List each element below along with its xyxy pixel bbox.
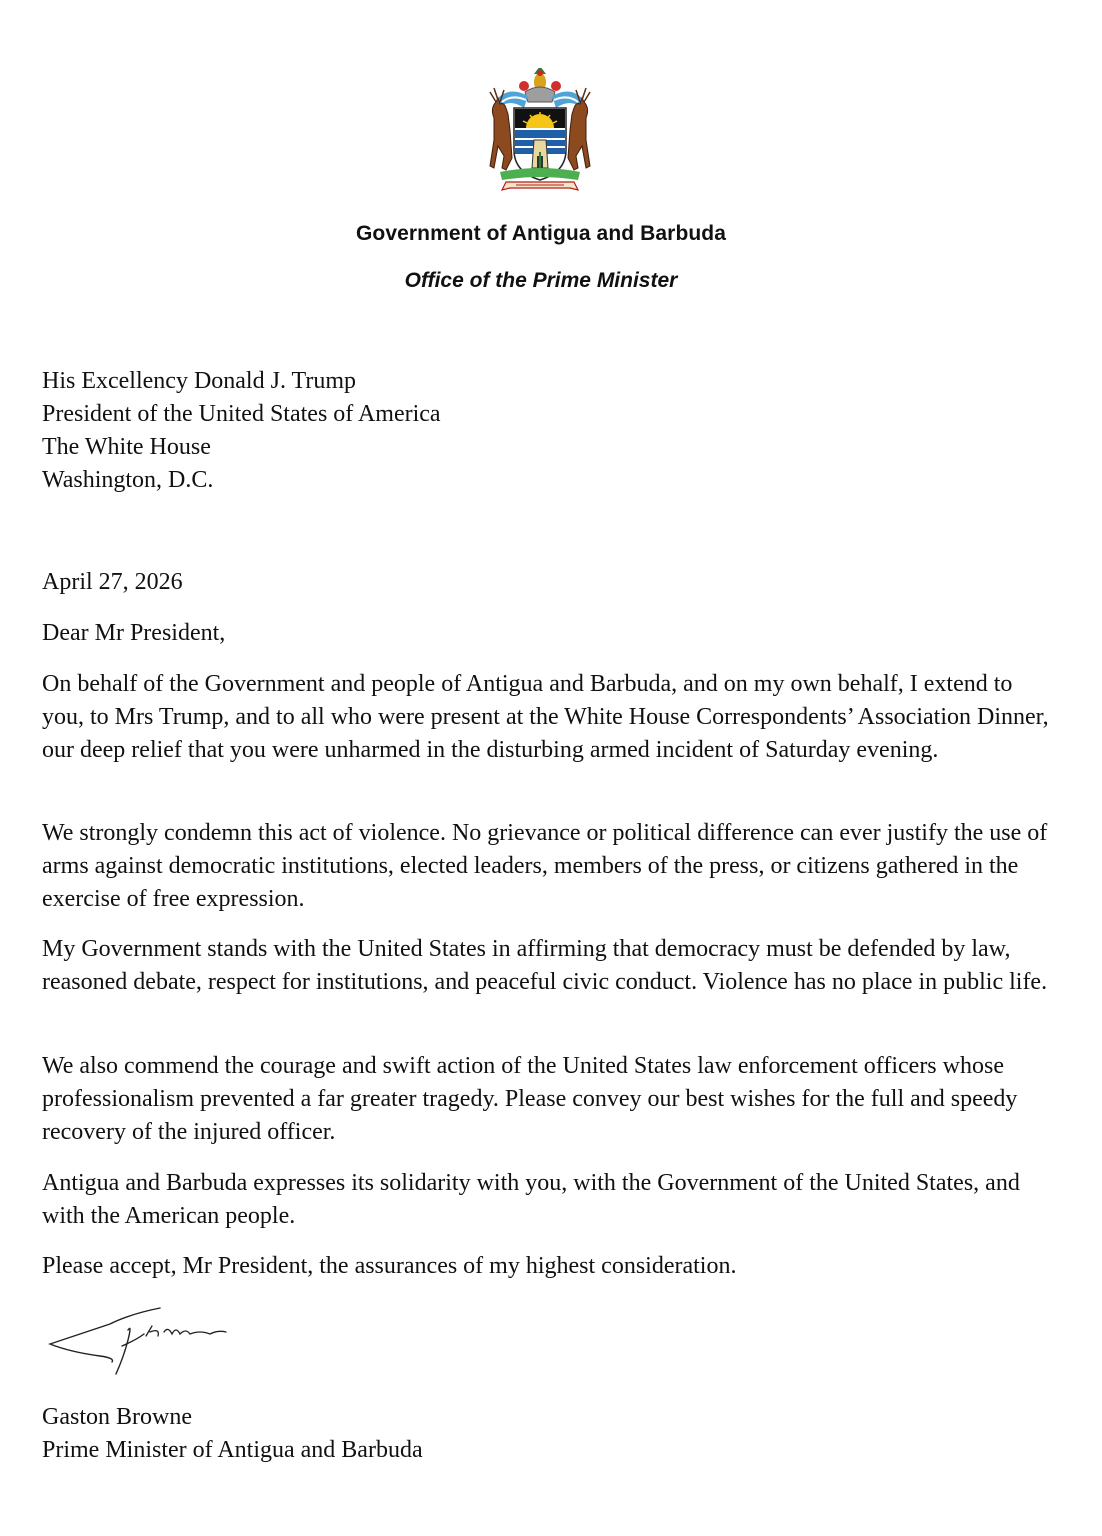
- recipient-city: Washington, D.C.: [42, 467, 214, 493]
- paragraph-4: We also commend the courage and swift action of the United States law enforcement officers whose professionalism prevented a far greater tragedy. Please convey our best wishes for the full and speedy recovery of the injured officer.: [42, 1053, 1018, 1145]
- paragraph-3: My Government stands with the United States in affirming that democracy must be defended by law, reasoned debate, respect for institutions, and peaceful civic conduct. Violence has no place in public life.: [42, 936, 1048, 995]
- paragraph-2: We strongly condemn this act of violence. No grievance or political difference can ever justify the use of arms against democratic institutions, elected leaders, members of the press, or citizens gathered in the exercise of free expression.: [42, 820, 1048, 912]
- recipient-name: His Excellency Donald J. Trump: [42, 368, 356, 394]
- recipient-location: The White House: [42, 434, 211, 460]
- paragraph-1: On behalf of the Government and people of Antigua and Barbuda, and on my own behalf, I extend to you, to Mrs Trump, and to all who were present at the White House Correspondents’ Association Dinner, our deep relief that you were unharmed in the disturbing armed incident of Saturday evening.: [42, 671, 1049, 763]
- salutation: Dear Mr President,: [42, 620, 226, 646]
- recipient-title: President of the United States of America: [42, 401, 441, 427]
- handwritten-signature-icon: [40, 1300, 240, 1385]
- coat-of-arms-icon: [480, 68, 600, 198]
- recipient-address-block: [42, 365, 1052, 497]
- letterhead-office-name: Office of the Prime Minister: [404, 269, 678, 292]
- signer-block: [42, 1401, 1052, 1467]
- paragraph-5: Antigua and Barbuda expresses its solidarity with you, with the Government of the United States, and with the American people.: [42, 1170, 1020, 1229]
- closing-paragraph: Please accept, Mr President, the assurances of my highest consideration.: [42, 1253, 737, 1279]
- signer-title: Prime Minister of Antigua and Barbuda: [42, 1437, 423, 1463]
- letter-date: April 27, 2026: [42, 569, 183, 595]
- letterhead-government-name: Government of Antigua and Barbuda: [355, 222, 727, 245]
- signer-name: Gaston Browne: [42, 1404, 192, 1430]
